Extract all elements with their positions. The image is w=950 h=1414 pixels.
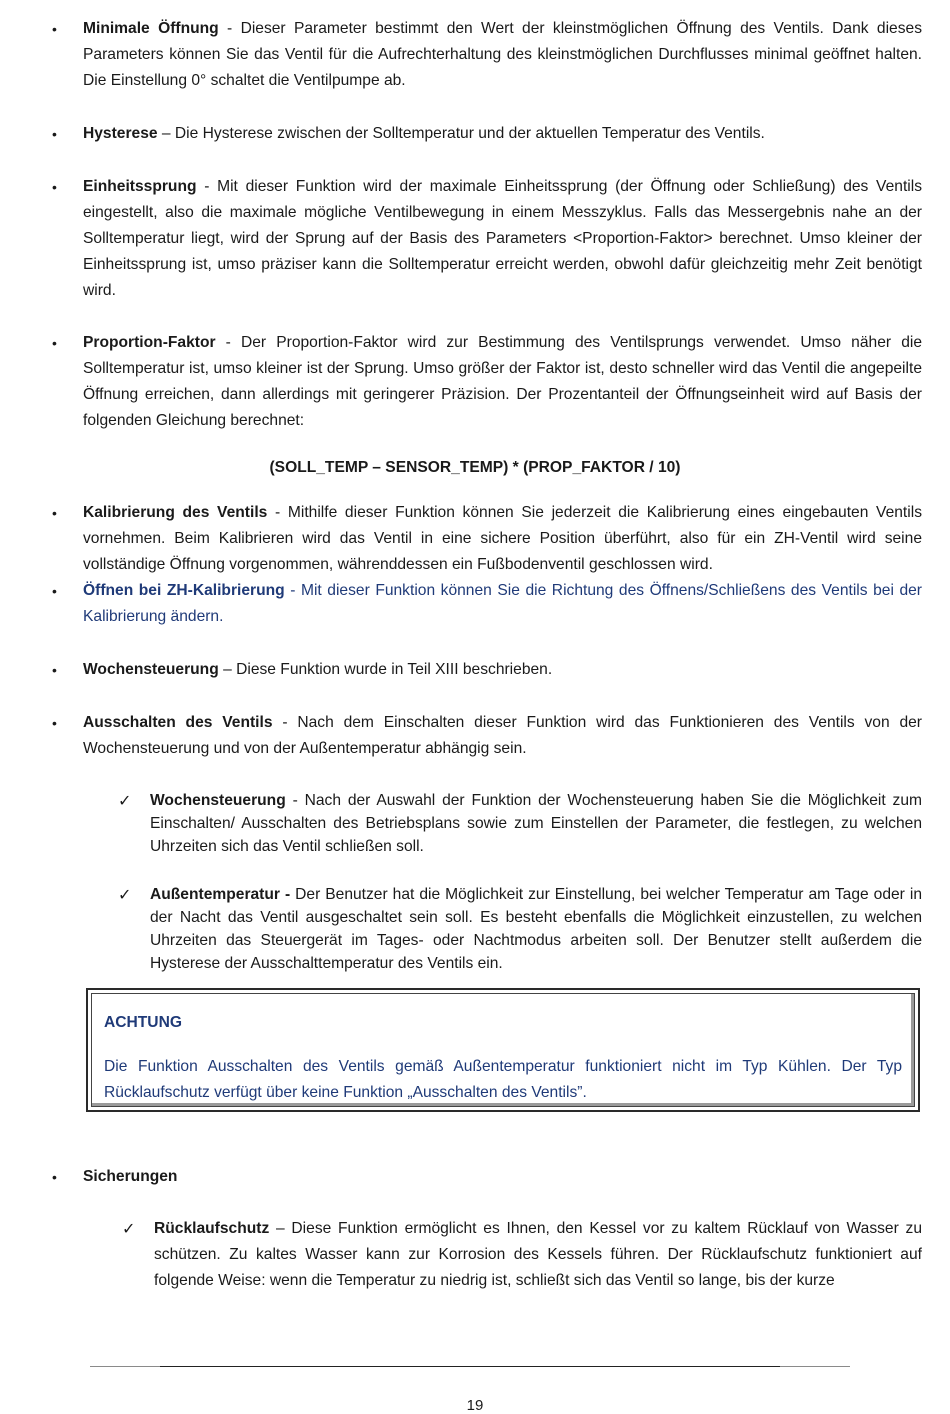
page-number: 19 xyxy=(466,1397,484,1414)
checkmark-icon: ✓ xyxy=(118,885,132,904)
footer-divider-accent xyxy=(160,1366,780,1367)
item-description: – Die Hysterese zwischen der Solltemperatur und der aktuellen Temperatur des Ventils. xyxy=(157,125,765,142)
item-term: Ausschalten des Ventils xyxy=(83,714,273,731)
bullet-icon: • xyxy=(52,1169,57,1185)
list-item xyxy=(52,16,922,94)
item-term: Sicherungen xyxy=(83,1168,178,1185)
list-item xyxy=(52,330,922,434)
subitem-term: Außentemperatur - xyxy=(150,886,291,903)
list-item xyxy=(52,710,922,762)
item-term: Kalibrierung des Ventils xyxy=(83,504,268,521)
bullet-icon: • xyxy=(52,179,57,195)
bullet-icon: • xyxy=(52,662,57,678)
checkmark-icon: ✓ xyxy=(118,791,132,810)
warning-notice-box xyxy=(86,988,920,1112)
list-item xyxy=(52,174,922,304)
item-term: Wochensteuerung xyxy=(83,661,219,678)
notice-body: Die Funktion Ausschalten des Ventils gemäß Außentemperatur funktioniert nicht im Typ Kühlen. Der Typ Rücklaufschutz verfügt über keine Funktion „Ausschalten des Ventils”. xyxy=(104,1058,902,1101)
list-item xyxy=(52,578,922,630)
item-description: - Mithilfe dieser Funktion können Sie jederzeit die Kalibrierung eines eingebauten Ventils vornehmen. Beim Kalibrieren wird das Ventil in eine sichere Position überführt, also für ein ZH-Ventil wird seine vollständige Öffnung vorgenommen, währenddessen ein Fußbodenventil geschlossen wird. xyxy=(83,504,922,573)
bullet-icon: • xyxy=(52,715,57,731)
item-description: - Mit dieser Funktion können Sie die Richtung des Öffnens/Schließens des Ventils bei der Kalibrierung ändern. xyxy=(83,582,922,625)
item-term: Einheitssprung xyxy=(83,178,197,195)
checkmark-icon: ✓ xyxy=(122,1219,136,1238)
list-item xyxy=(52,1164,922,1190)
formula: (SOLL_TEMP – SENSOR_TEMP) * (PROP_FAKTOR / 10) xyxy=(269,459,681,476)
item-description: – Diese Funktion wurde in Teil XIII beschrieben. xyxy=(218,661,553,678)
subitem-term: Wochensteuerung xyxy=(150,792,286,809)
item-term: Öffnen bei ZH-Kalibrierung xyxy=(83,582,285,599)
item-description: - Dieser Parameter bestimmt den Wert der kleinstmöglichen Öffnung des Ventils. Dank dieses Parameters können Sie das Ventil für die Aufrechterhaltung des kleinstmöglichen Durchflusses minimal geöffnet halten. Die Einstellung 0° schaltet die Ventilpumpe ab. xyxy=(83,20,922,89)
bullet-icon: • xyxy=(52,126,57,142)
list-item xyxy=(52,657,922,683)
checklist-item xyxy=(122,1216,922,1294)
list-item xyxy=(52,121,922,147)
subitem-description: - Nach der Auswahl der Funktion der Wochensteuerung haben Sie die Möglichkeit zum Einschalten/ Ausschalten des Betriebsplans sowie zum Einstellen der Parameter, die festlegen, zu welchen Uhrzeiten sich das Ventil schließen soll. xyxy=(150,792,922,855)
subitem-description: – Diese Funktion ermöglicht es Ihnen, den Kessel vor zu kaltem Rücklauf von Wasser zu schützen. Zu kaltes Wasser kann zur Korrosion des Kessels führen. Der Rücklaufschutz funktioniert auf folgende Weise: wenn die Temperatur zu niedrig ist, schließt sich das Ventil so lange, bis der kurze xyxy=(154,1220,922,1289)
item-description: - Mit dieser Funktion wird der maximale Einheitssprung (der Öffnung oder Schließung) des Ventils eingestellt, also die maximale mögliche Ventilbewegung in einem Messzyklus. Falls das Messergebnis nahe an der Solltemperatur liegt, wird der Sprung auf der Basis des Parameters <Proportion-Faktor> berechnet. Umso kleiner der Einheitssprung ist, umso präziser kann die Solltemperatur erreicht werden, obwohl dafür gleichzeitig mehr Zeit benötigt wird. xyxy=(83,178,922,299)
checklist-item xyxy=(118,789,922,858)
bullet-icon: • xyxy=(52,583,57,599)
subitem-term: Rücklaufschutz xyxy=(154,1220,270,1237)
item-term: Hysterese xyxy=(83,125,158,142)
item-term: Proportion-Faktor xyxy=(83,334,216,351)
item-description: - Nach dem Einschalten dieser Funktion wird das Funktionieren des Ventils von der Wochensteuerung und von der Außentemperatur abhängig sein. xyxy=(83,714,922,757)
item-description: - Der Proportion-Faktor wird zur Bestimmung des Ventilsprungs verwendet. Umso näher die Solltemperatur ist, umso kleiner ist der Sprung. Umso größer der Faktor ist, desto schneller wird das Ventil die angepeilte Öffnung erreichen, dann allerdings mit geringerer Präzision. Der Prozentanteil der Öffnungseinheit wird auf Basis der folgenden Gleichung berechnet: xyxy=(83,334,922,429)
bullet-icon: • xyxy=(52,335,57,351)
bullet-icon: • xyxy=(52,21,57,37)
subitem-description: Der Benutzer hat die Möglichkeit zur Einstellung, bei welcher Temperatur am Tage oder in der Nacht das Ventil ausgeschaltet sein soll. Es besteht ebenfalls die Möglichkeit einzustellen, zu welchen Uhrzeiten das Steuergerät im Tages- oder Nachtmodus arbeiten soll. Der Benutzer stellt außerdem die Hysterese der Ausschalttemperatur des Ventils ein. xyxy=(150,886,922,972)
item-term: Minimale Öffnung xyxy=(83,20,219,37)
checklist-item xyxy=(118,883,922,975)
bullet-icon: • xyxy=(52,505,57,521)
list-item xyxy=(52,500,922,578)
notice-title: ACHTUNG xyxy=(104,1014,182,1031)
